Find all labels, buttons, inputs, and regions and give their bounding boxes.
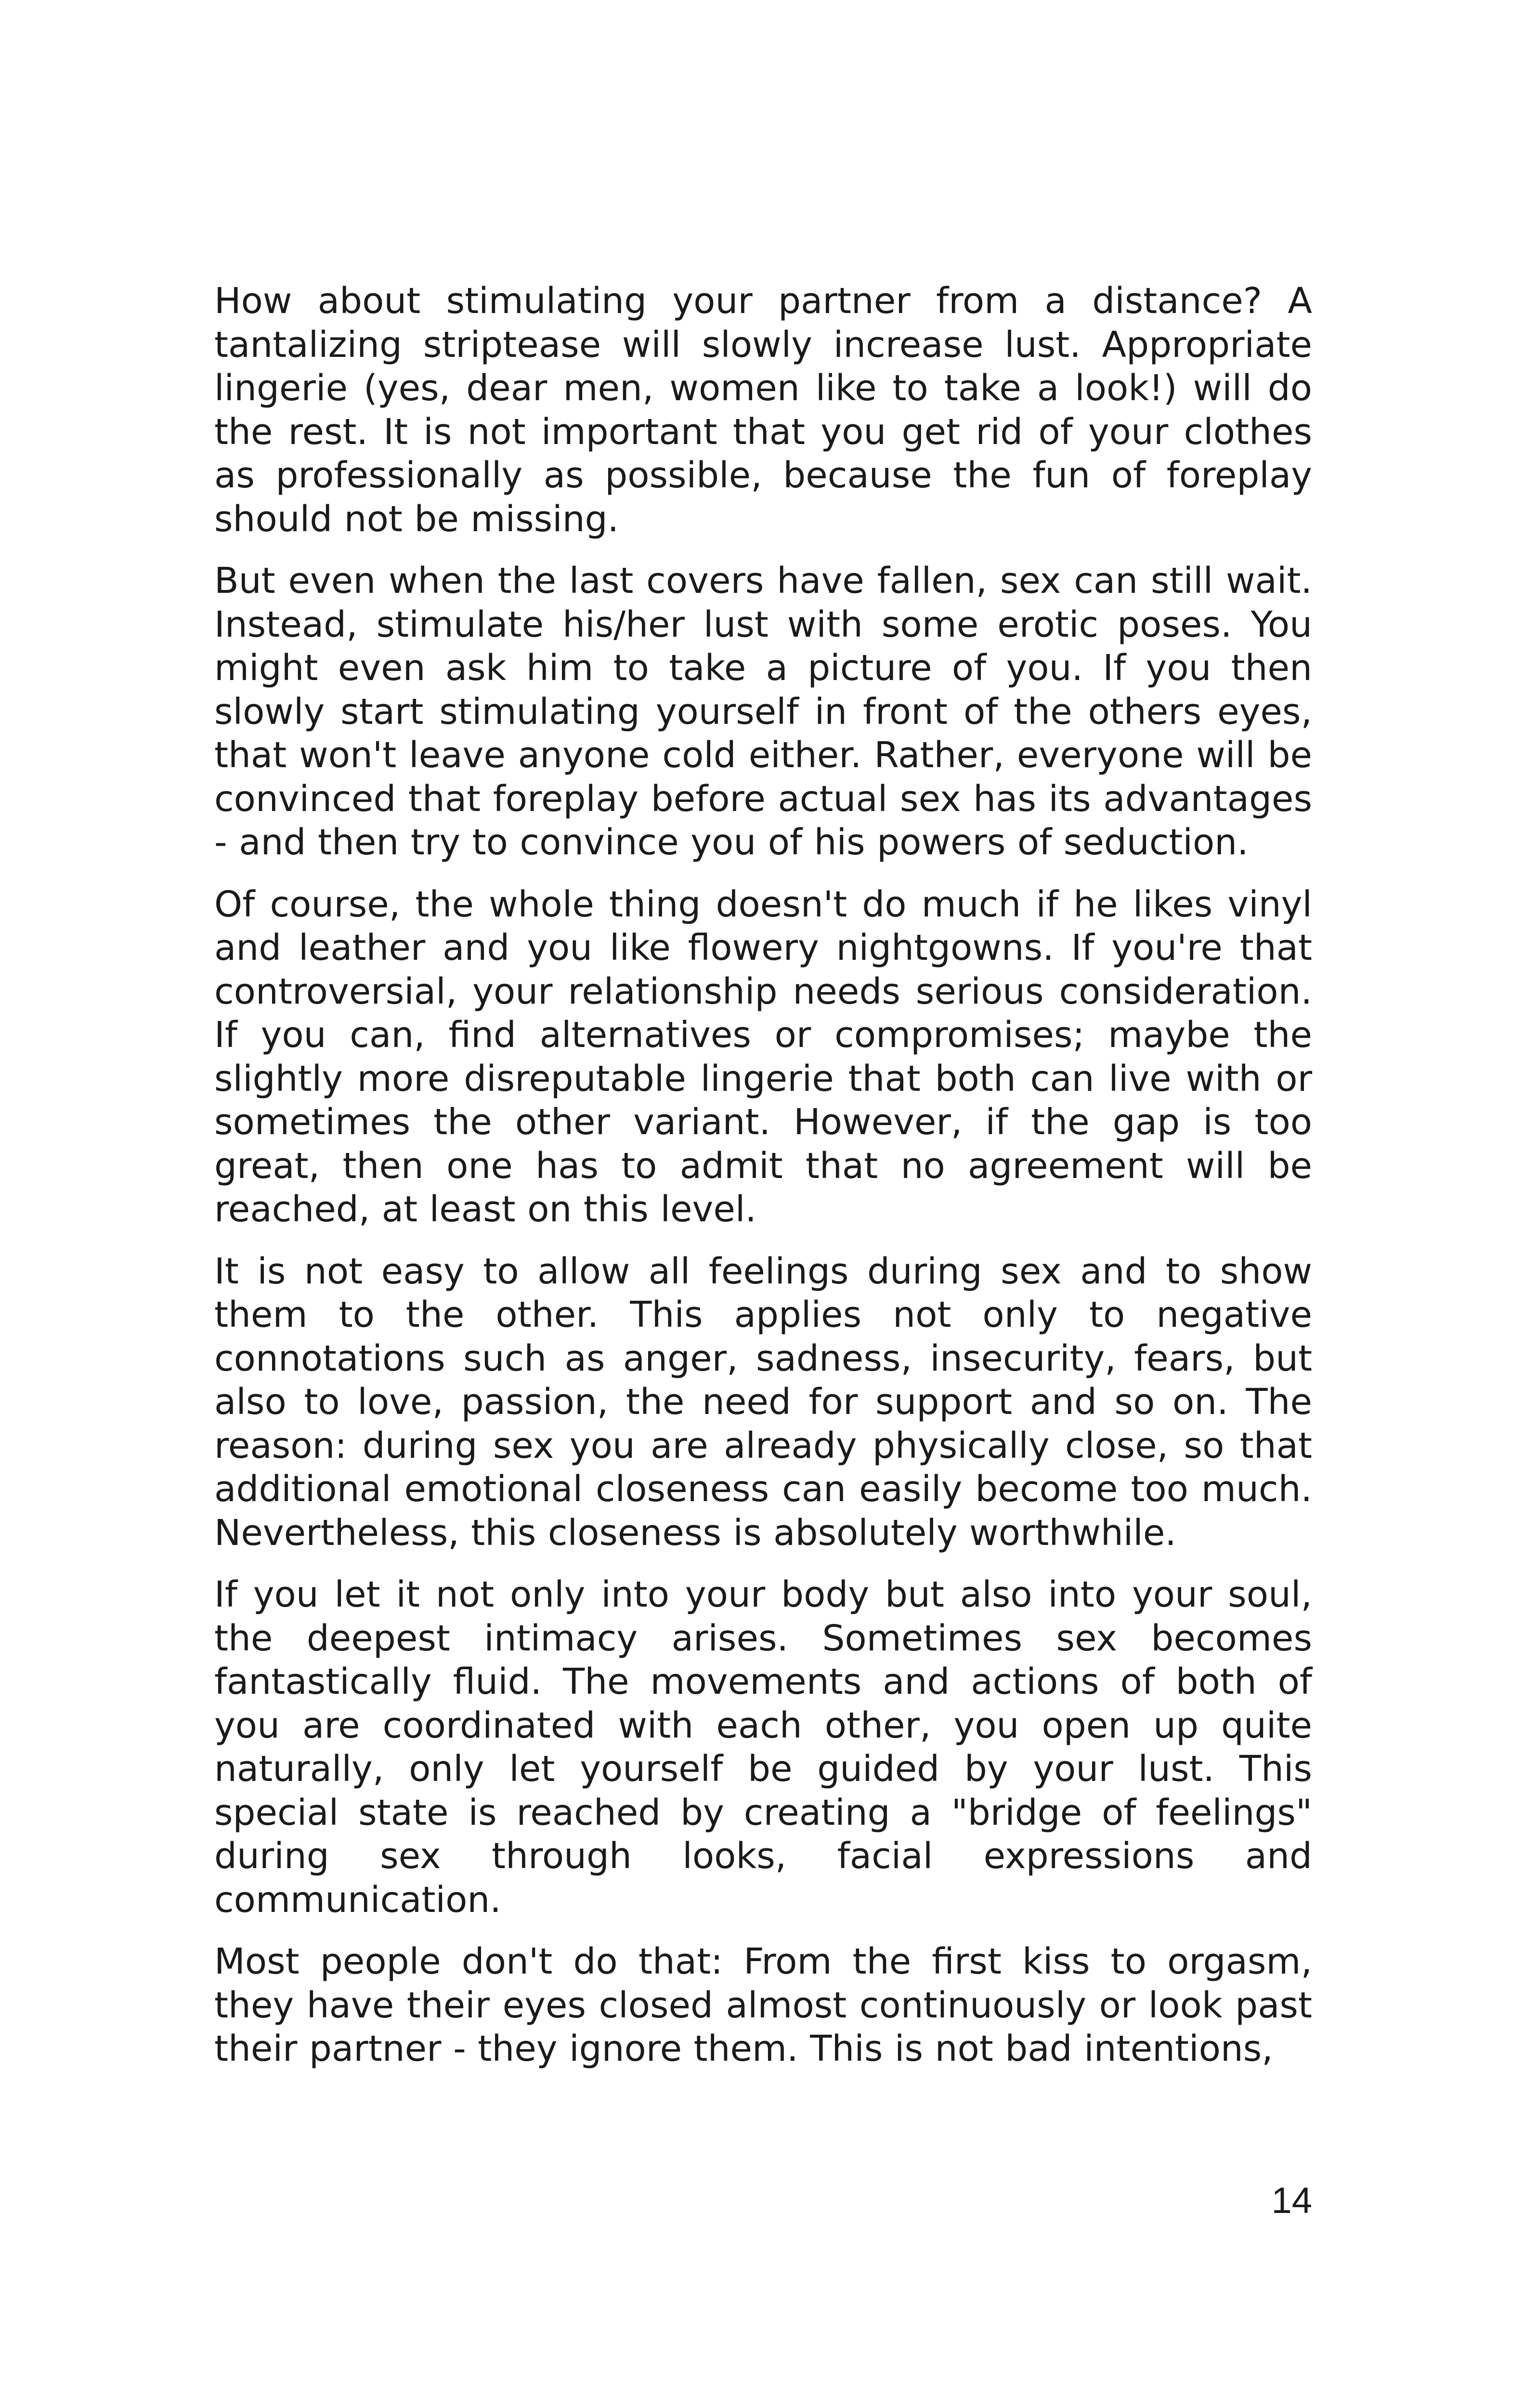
paragraph-1: How about stimulating your partner from a distance? A tantalizing striptease will slowly increase lust. Appropriate lingerie (yes, dear men, women like to take a look!) will do the rest. It is not important that you get rid of your clothes as professionally as possible, because the fun of foreplay should not be missing. bbox=[214, 280, 1312, 540]
paragraph-4: It is not easy to allow all feelings during sex and to show them to the other. This applies not only to negative connotations such as anger, sadness, insecurity, fears, but also to love, passion, the need for support and so on. The reason: during sex you are already physically close, so that additional emotional closeness can easily become too much. Nevertheless, this closeness is absolutely worthwhile. bbox=[214, 1250, 1312, 1554]
paragraph-2: But even when the last covers have fallen, sex can still wait. Instead, stimulate his/her lust with some erotic poses. You might even ask him to take a picture of you. If you then slowly start stimulating yourself in front of the others eyes, that won't leave anyone cold either. Rather, everyone will be convinced that foreplay before actual sex has its advantages - and then try to convince you of his powers of seduction. bbox=[214, 560, 1312, 863]
paragraph-5: If you let it not only into your body but also into your soul, the deepest intimacy arises. Sometimes sex becomes fantastically fluid. The movements and actions of both of you are coordinated with each other, you open up quite naturally, only let yourself be guided by your lust. This special state is reached by creating a "bridge of feelings" during sex through looks, facial expressions and communication. bbox=[214, 1574, 1312, 1921]
body-text bbox=[214, 279, 1312, 2089]
page-number: 14 bbox=[1271, 2180, 1312, 2221]
paragraph-3: Of course, the whole thing doesn't do much if he likes vinyl and leather and you like flowery nightgowns. If you're that controversial, your relationship needs serious consideration. If you can, find alternatives or compromises; maybe the slightly more disreputable lingerie that both can live with or sometimes the other variant. However, if the gap is too great, then one has to admit that no agreement will be reached, at least on this level. bbox=[214, 883, 1312, 1230]
paragraph-6: Most people don't do that: From the first kiss to orgasm, they have their eyes closed almost continuously or look past their partner - they ignore them. This is not bad intentions, bbox=[214, 1941, 1312, 2069]
